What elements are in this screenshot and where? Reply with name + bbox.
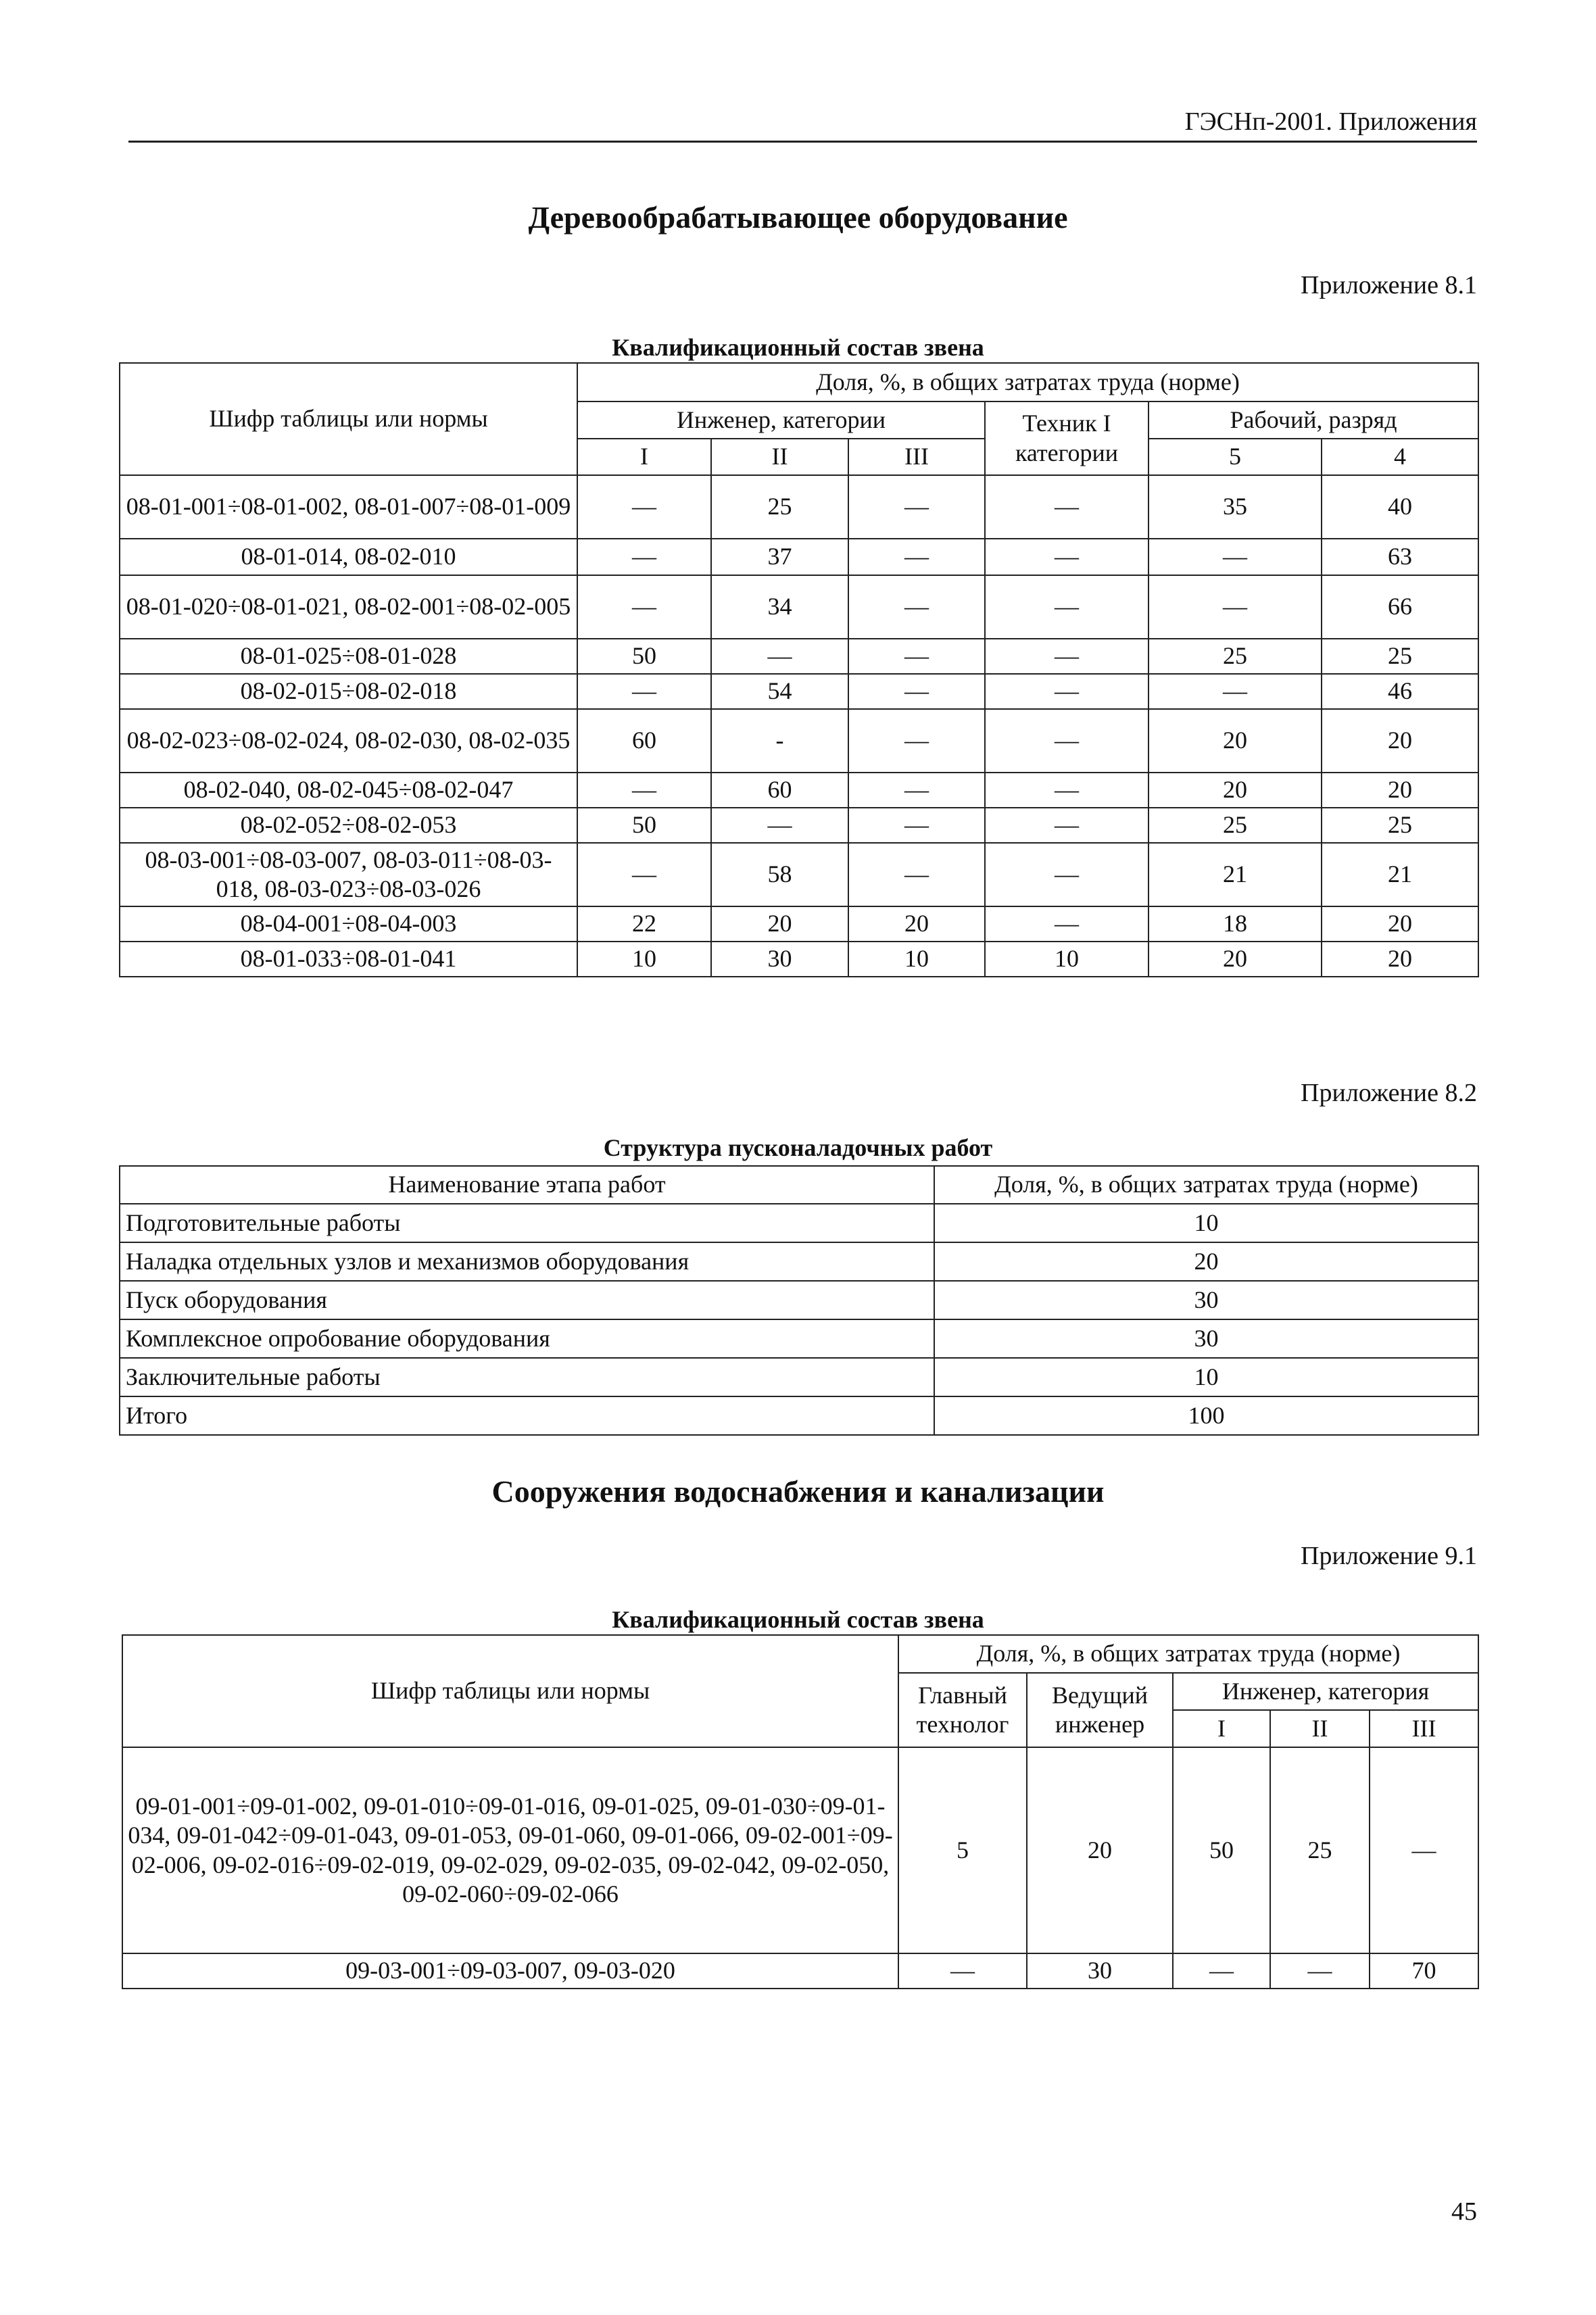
value-cell: 20 (1027, 1747, 1173, 1953)
table-9-1-body (122, 1747, 1478, 1989)
col-head-share: Доля, %, в общих затратах труда (норме) (898, 1635, 1478, 1673)
value-cell: 21 (1148, 843, 1322, 906)
running-title: ГЭСНп-2001. Приложения (1184, 107, 1477, 136)
value-cell: — (848, 475, 985, 539)
code-cell: 09-01-001÷09-01-002, 09-01-010÷09-01-016, 09-01-025, 09-01-030÷09-01-034, 09-01-042÷09-01-043, 09-01-053, 09-01-060, 09-01-066, 09-02-001÷09-02-006, 09-02-016÷09-02-019, 09-02-029, 09-02-035, 09-02-042, 09-02-050, 09-02-060÷09-02-066 (122, 1747, 898, 1953)
appendix-8-2-label: Приложение 8.2 (1301, 1079, 1477, 1107)
value-cell: — (985, 808, 1148, 843)
page-number: 45 (1451, 2197, 1477, 2226)
table-row (120, 1396, 1478, 1435)
col-head-cat-3: III (1370, 1710, 1478, 1747)
value-cell: — (1148, 674, 1322, 709)
value-cell: — (898, 1953, 1027, 1989)
stage-name-cell: Пуск оборудования (120, 1281, 934, 1319)
value-cell: 10 (577, 942, 711, 977)
code-cell: 08-02-023÷08-02-024, 08-02-030, 08-02-035 (120, 709, 577, 773)
value-cell: 50 (577, 808, 711, 843)
value-cell: — (985, 906, 1148, 942)
value-cell: — (985, 843, 1148, 906)
table-8-2-caption: Структура пусконаладочных работ (603, 1134, 993, 1161)
value-cell: 20 (934, 1242, 1478, 1281)
table-9-1-caption: Квалификационный состав звена (612, 1606, 984, 1633)
value-cell: 10 (985, 942, 1148, 977)
value-cell: — (711, 639, 848, 674)
value-cell: 60 (711, 773, 848, 808)
value-cell: — (1148, 539, 1322, 575)
value-cell: — (985, 539, 1148, 575)
value-cell: 20 (1322, 709, 1478, 773)
value-cell: 30 (934, 1319, 1478, 1358)
code-cell: 08-02-052÷08-02-053 (120, 808, 577, 843)
value-cell: — (1148, 575, 1322, 639)
table-row (120, 843, 1478, 906)
code-cell: 08-04-001÷08-04-003 (120, 906, 577, 942)
value-cell: 25 (1270, 1747, 1370, 1953)
table-8-2-body (120, 1204, 1478, 1435)
value-cell: — (848, 639, 985, 674)
code-cell: 08-02-015÷08-02-018 (120, 674, 577, 709)
table-row (122, 1953, 1478, 1989)
code-cell: 08-01-033÷08-01-041 (120, 942, 577, 977)
table-row (120, 575, 1478, 639)
appendix-9-1-label: Приложение 9.1 (1301, 1542, 1477, 1570)
value-cell: — (1370, 1747, 1478, 1953)
value-cell: 20 (1148, 709, 1322, 773)
appendix-8-1-label: Приложение 8.1 (1301, 271, 1477, 299)
code-cell: 08-03-001÷08-03-007, 08-03-011÷08-03-018, 08-03-023÷08-03-026 (120, 843, 577, 906)
value-cell: 40 (1322, 475, 1478, 539)
value-cell: 5 (898, 1747, 1027, 1953)
value-cell: 20 (1322, 942, 1478, 977)
table-row (120, 539, 1478, 575)
col-head-cat-3: III (848, 439, 985, 475)
value-cell: 60 (577, 709, 711, 773)
col-head-chief-technologist: Главный технолог (898, 1673, 1027, 1747)
value-cell: — (985, 709, 1148, 773)
table-row (120, 1204, 1478, 1242)
value-cell: 10 (848, 942, 985, 977)
value-cell: 30 (1027, 1953, 1173, 1989)
value-cell: 30 (934, 1281, 1478, 1319)
value-cell: 54 (711, 674, 848, 709)
value-cell: 20 (1148, 942, 1322, 977)
value-cell: — (985, 639, 1148, 674)
value-cell: - (711, 709, 848, 773)
value-cell: — (1270, 1953, 1370, 1989)
stage-name-cell: Итого (120, 1396, 934, 1435)
stage-name-cell: Комплексное опробование оборудования (120, 1319, 934, 1358)
section-title-woodworking: Деревообрабатывающее оборудование (528, 200, 1068, 235)
value-cell: — (985, 575, 1148, 639)
table-row (120, 942, 1478, 977)
table-row (120, 1319, 1478, 1358)
value-cell: — (985, 674, 1148, 709)
table-8-2 (119, 1165, 1479, 1436)
col-head-cat-2: II (1270, 1710, 1370, 1747)
stage-name-cell: Наладка отдельных узлов и механизмов оборудования (120, 1242, 934, 1281)
value-cell: 37 (711, 539, 848, 575)
value-cell: 20 (1322, 906, 1478, 942)
value-cell: — (985, 773, 1148, 808)
col-head-lead-engineer: Ведущий инженер (1027, 1673, 1173, 1747)
value-cell: 63 (1322, 539, 1478, 575)
col-head-share: Доля, %, в общих затратах труда (норме) (577, 363, 1478, 401)
table-row (122, 1747, 1478, 1953)
value-cell: — (577, 843, 711, 906)
value-cell: — (848, 575, 985, 639)
value-cell: — (848, 773, 985, 808)
code-cell: 08-01-025÷08-01-028 (120, 639, 577, 674)
table-8-1-body (120, 475, 1478, 977)
value-cell: 30 (711, 942, 848, 977)
code-cell: 09-03-001÷09-03-007, 09-03-020 (122, 1953, 898, 1989)
value-cell: — (577, 674, 711, 709)
col-head-code: Шифр таблицы или нормы (120, 363, 577, 475)
value-cell: 100 (934, 1396, 1478, 1435)
col-head-cat-1: I (577, 439, 711, 475)
value-cell: 50 (1173, 1747, 1270, 1953)
value-cell: — (848, 843, 985, 906)
value-cell: — (848, 709, 985, 773)
col-head-grade-5: 5 (1148, 439, 1322, 475)
header-rule (128, 141, 1477, 143)
table-row (120, 475, 1478, 539)
col-head-technician: Техник I категории (985, 401, 1148, 475)
table-row (120, 773, 1478, 808)
code-cell: 08-01-020÷08-01-021, 08-02-001÷08-02-005 (120, 575, 577, 639)
col-head-cat-2: II (711, 439, 848, 475)
value-cell: — (985, 475, 1148, 539)
value-cell: 70 (1370, 1953, 1478, 1989)
value-cell: — (848, 539, 985, 575)
value-cell: 10 (934, 1358, 1478, 1396)
code-cell: 08-02-040, 08-02-045÷08-02-047 (120, 773, 577, 808)
value-cell: — (577, 575, 711, 639)
value-cell: 20 (1322, 773, 1478, 808)
table-row (120, 906, 1478, 942)
table-row (120, 1281, 1478, 1319)
table-row (120, 1242, 1478, 1281)
value-cell: 20 (848, 906, 985, 942)
col-head-grade-4: 4 (1322, 439, 1478, 475)
table-9-1 (122, 1634, 1479, 1989)
value-cell: — (577, 539, 711, 575)
col-head-engineer: Инженер, категория (1173, 1673, 1478, 1710)
value-cell: — (577, 773, 711, 808)
value-cell: — (848, 808, 985, 843)
value-cell: 20 (1148, 773, 1322, 808)
value-cell: 10 (934, 1204, 1478, 1242)
value-cell: 46 (1322, 674, 1478, 709)
table-8-1-caption: Квалификационный состав звена (612, 334, 984, 361)
table-8-1 (119, 362, 1479, 977)
value-cell: 20 (711, 906, 848, 942)
col-head-cat-1: I (1173, 1710, 1270, 1747)
value-cell: 21 (1322, 843, 1478, 906)
table-row (120, 1358, 1478, 1396)
value-cell: — (1173, 1953, 1270, 1989)
table-row (120, 709, 1478, 773)
value-cell: 22 (577, 906, 711, 942)
table-row (120, 674, 1478, 709)
col-head-code: Шифр таблицы или нормы (122, 1635, 898, 1747)
value-cell: 25 (711, 475, 848, 539)
stage-name-cell: Заключительные работы (120, 1358, 934, 1396)
value-cell: 25 (1148, 639, 1322, 674)
value-cell: 25 (1322, 808, 1478, 843)
value-cell: 58 (711, 843, 848, 906)
value-cell: — (848, 674, 985, 709)
col-head-stage-share: Доля, %, в общих затратах труда (норме) (934, 1166, 1478, 1204)
code-cell: 08-01-014, 08-02-010 (120, 539, 577, 575)
col-head-stage: Наименование этапа работ (120, 1166, 934, 1204)
table-row (120, 808, 1478, 843)
value-cell: — (711, 808, 848, 843)
value-cell: 25 (1148, 808, 1322, 843)
col-head-engineer: Инженер, категории (577, 401, 985, 439)
value-cell: 18 (1148, 906, 1322, 942)
section-title-water: Сооружения водоснабжения и канализации (491, 1474, 1105, 1509)
value-cell: 35 (1148, 475, 1322, 539)
value-cell: 50 (577, 639, 711, 674)
value-cell: 66 (1322, 575, 1478, 639)
value-cell: 25 (1322, 639, 1478, 674)
value-cell: — (577, 475, 711, 539)
stage-name-cell: Подготовительные работы (120, 1204, 934, 1242)
code-cell: 08-01-001÷08-01-002, 08-01-007÷08-01-009 (120, 475, 577, 539)
table-row (120, 639, 1478, 674)
col-head-worker: Рабочий, разряд (1148, 401, 1478, 439)
value-cell: 34 (711, 575, 848, 639)
